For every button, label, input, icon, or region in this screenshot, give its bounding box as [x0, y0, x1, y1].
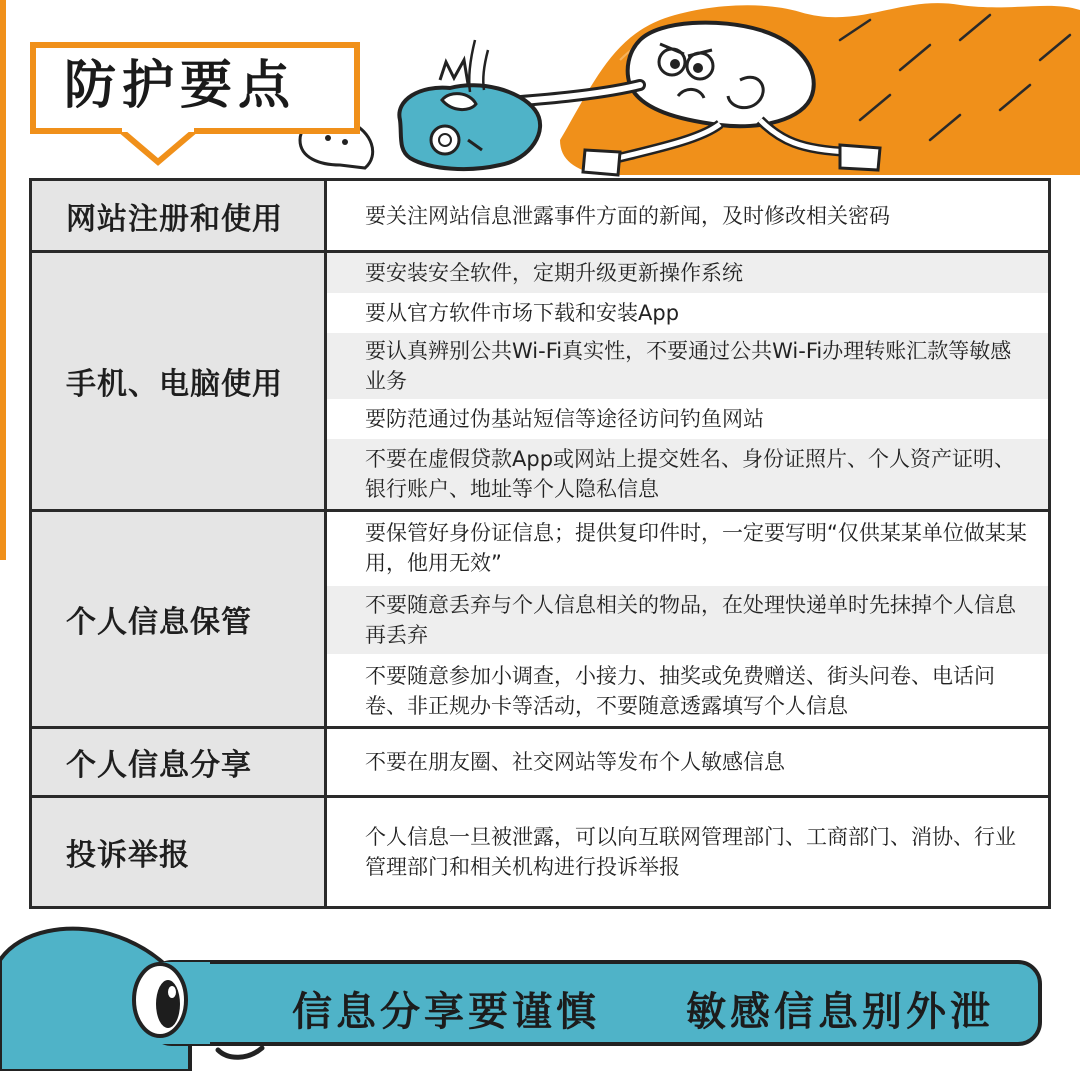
- tip-item: 不要随意丢弃与个人信息相关的物品，在处理快递单时先抹掉个人信息再丢弃: [327, 584, 1048, 654]
- category-label: 网站注册和使用: [32, 181, 327, 250]
- tip-item: 不要随意参加小调查，小接力、抽奖或免费赠送、街头问卷、电话问卷、非正规办卡等活动，不要随意透露填写个人信息: [327, 654, 1048, 726]
- item-list: [327, 512, 1048, 726]
- page-title: 防护要点: [64, 56, 297, 116]
- smile-mouth: [218, 1048, 262, 1057]
- section-sharing: [32, 729, 1048, 798]
- tip-item: 不要在虚假贷款App或网站上提交姓名、身份证照片、个人资产证明、银行账户、地址等个人隐私信息: [327, 437, 1048, 509]
- tip-item: 要安装安全软件，定期升级更新操作系统: [327, 253, 1048, 293]
- tip-item: 要从官方软件市场下载和安装App: [327, 293, 1048, 331]
- section-website: [32, 181, 1048, 253]
- item-list: [327, 181, 1048, 250]
- slogan-left: 信息分享要谨慎: [292, 989, 600, 1035]
- slogan-right: 敏感信息别外泄: [686, 989, 994, 1035]
- tip-item: 要认真辨别公共Wi-Fi真实性，不要通过公共Wi-Fi办理转账汇款等敏感业务: [327, 331, 1048, 399]
- item-list: [327, 798, 1048, 906]
- badge-pointer: [118, 128, 198, 168]
- category-label: 手机、电脑使用: [32, 253, 327, 509]
- tip-item: 要防范通过伪基站短信等途径访问钓鱼网站: [327, 399, 1048, 437]
- category-label: 个人信息分享: [32, 729, 327, 795]
- section-storage: [32, 512, 1048, 729]
- tip-item: 要关注网站信息泄露事件方面的新闻，及时修改相关密码: [365, 203, 890, 228]
- section-report: [32, 798, 1048, 906]
- tip-item: 个人信息一旦被泄露，可以向互联网管理部门、工商部门、消协、行业管理部门和相关机构进行投诉举报: [365, 825, 1016, 879]
- section-device: [32, 253, 1048, 512]
- category-label: 投诉举报: [32, 798, 327, 906]
- eye-icon: [134, 964, 186, 1036]
- tip-item: 不要在朋友圈、社交网站等发布个人敏感信息: [365, 750, 785, 774]
- item-list: [327, 253, 1048, 509]
- item-list: [327, 729, 1048, 795]
- tips-table: [29, 178, 1051, 909]
- category-label: 个人信息保管: [32, 512, 327, 726]
- tip-item: 要保管好身份证信息；提供复印件时，一定要写明“仅供某某单位做某某用，他用无效”: [365, 521, 1027, 575]
